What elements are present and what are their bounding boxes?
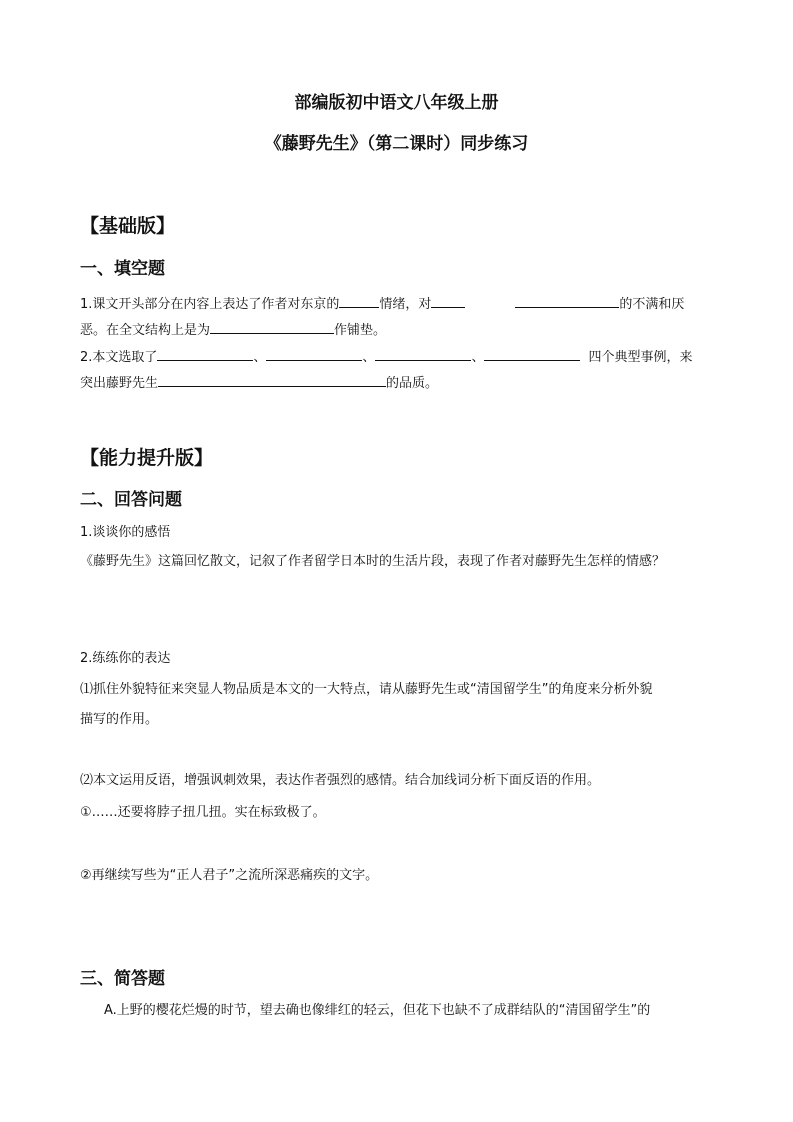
question-1-line-1 xyxy=(80,293,714,314)
question-1-text-d: 恶。在全文结构上是为 xyxy=(80,323,211,338)
question-2-text-d: 的品质。 xyxy=(386,376,439,391)
answer-blank xyxy=(339,293,379,308)
question-2-line-1 xyxy=(80,346,714,367)
answer-blank xyxy=(375,346,471,361)
reflection-1-body: 《藤野先生》这篇回忆散文，记叙了作者留学日本时的生活片段，表现了作者对藤野先生怎样的情感？ xyxy=(80,554,666,569)
question-1-text-a: 1.课文开头部分在内容上表达了作者对东京的 xyxy=(80,297,340,312)
separator: 、 xyxy=(253,350,267,365)
section-answer-questions-heading: 二、回答问题 xyxy=(80,490,182,510)
question-2-text-c: 突出藤野先生 xyxy=(80,376,159,391)
reflection-1-title: 1.谈谈你的感悟 xyxy=(80,525,171,540)
separator: 、 xyxy=(362,350,376,365)
reflection-2-title: 2.练练你的表达 xyxy=(80,651,171,666)
answer-blank xyxy=(210,319,334,334)
answer-blank xyxy=(157,346,253,361)
question-1-text-e: 作铺垫。 xyxy=(334,323,387,338)
reflection-2-sentence-2: ②再继续写些为“正人君子”之流所深恶痛疾的文字。 xyxy=(80,868,379,883)
reflection-2-part-1-line-2: 描写的作用。 xyxy=(80,712,159,727)
page-subtitle: 《藤野先生》（第二课时）同步练习 xyxy=(264,134,529,154)
question-2-text-b: 四个典型事例，来 xyxy=(588,350,693,365)
question-1-line-2 xyxy=(80,319,714,340)
section-fill-blank-heading: 一、填空题 xyxy=(80,259,165,279)
answer-blank xyxy=(158,372,386,387)
advanced-version-banner: 【能力提升版】 xyxy=(80,447,214,469)
answer-blank xyxy=(266,346,362,361)
reflection-2-sentence-1: ①……还要将脖子扭几扭。实在标致极了。 xyxy=(80,805,326,820)
question-2-line-2 xyxy=(80,372,714,393)
question-1-text-b: 情绪，对 xyxy=(379,297,432,312)
question-1-text-c: 的不满和厌 xyxy=(619,297,685,312)
short-answer-passage-a: A.上野的樱花烂熳的时节，望去确也像绯红的轻云，但花下也缺不了成群结队的“清国留学生”的 xyxy=(104,1003,651,1018)
reflection-2-part-1-line-1: ⑴抓住外貌特征来突显人物品质是本文的一大特点，请从藤野先生或“清国留学生”的角度来分析外貌 xyxy=(80,682,653,697)
separator: 、 xyxy=(471,350,485,365)
answer-blank xyxy=(515,293,619,308)
section-short-answer-heading: 三、简答题 xyxy=(80,969,165,989)
reflection-2-part-2: ⑵本文运用反语，增强讽刺效果，表达作者强烈的感情。结合加线词分析下面反语的作用。 xyxy=(80,773,601,788)
question-2-text-a: 2.本文选取了 xyxy=(80,350,158,365)
answer-blank xyxy=(484,346,580,361)
answer-blank xyxy=(431,293,465,308)
page-title: 部编版初中语文八年级上册 xyxy=(294,93,499,113)
basic-version-banner: 【基础版】 xyxy=(80,215,176,237)
